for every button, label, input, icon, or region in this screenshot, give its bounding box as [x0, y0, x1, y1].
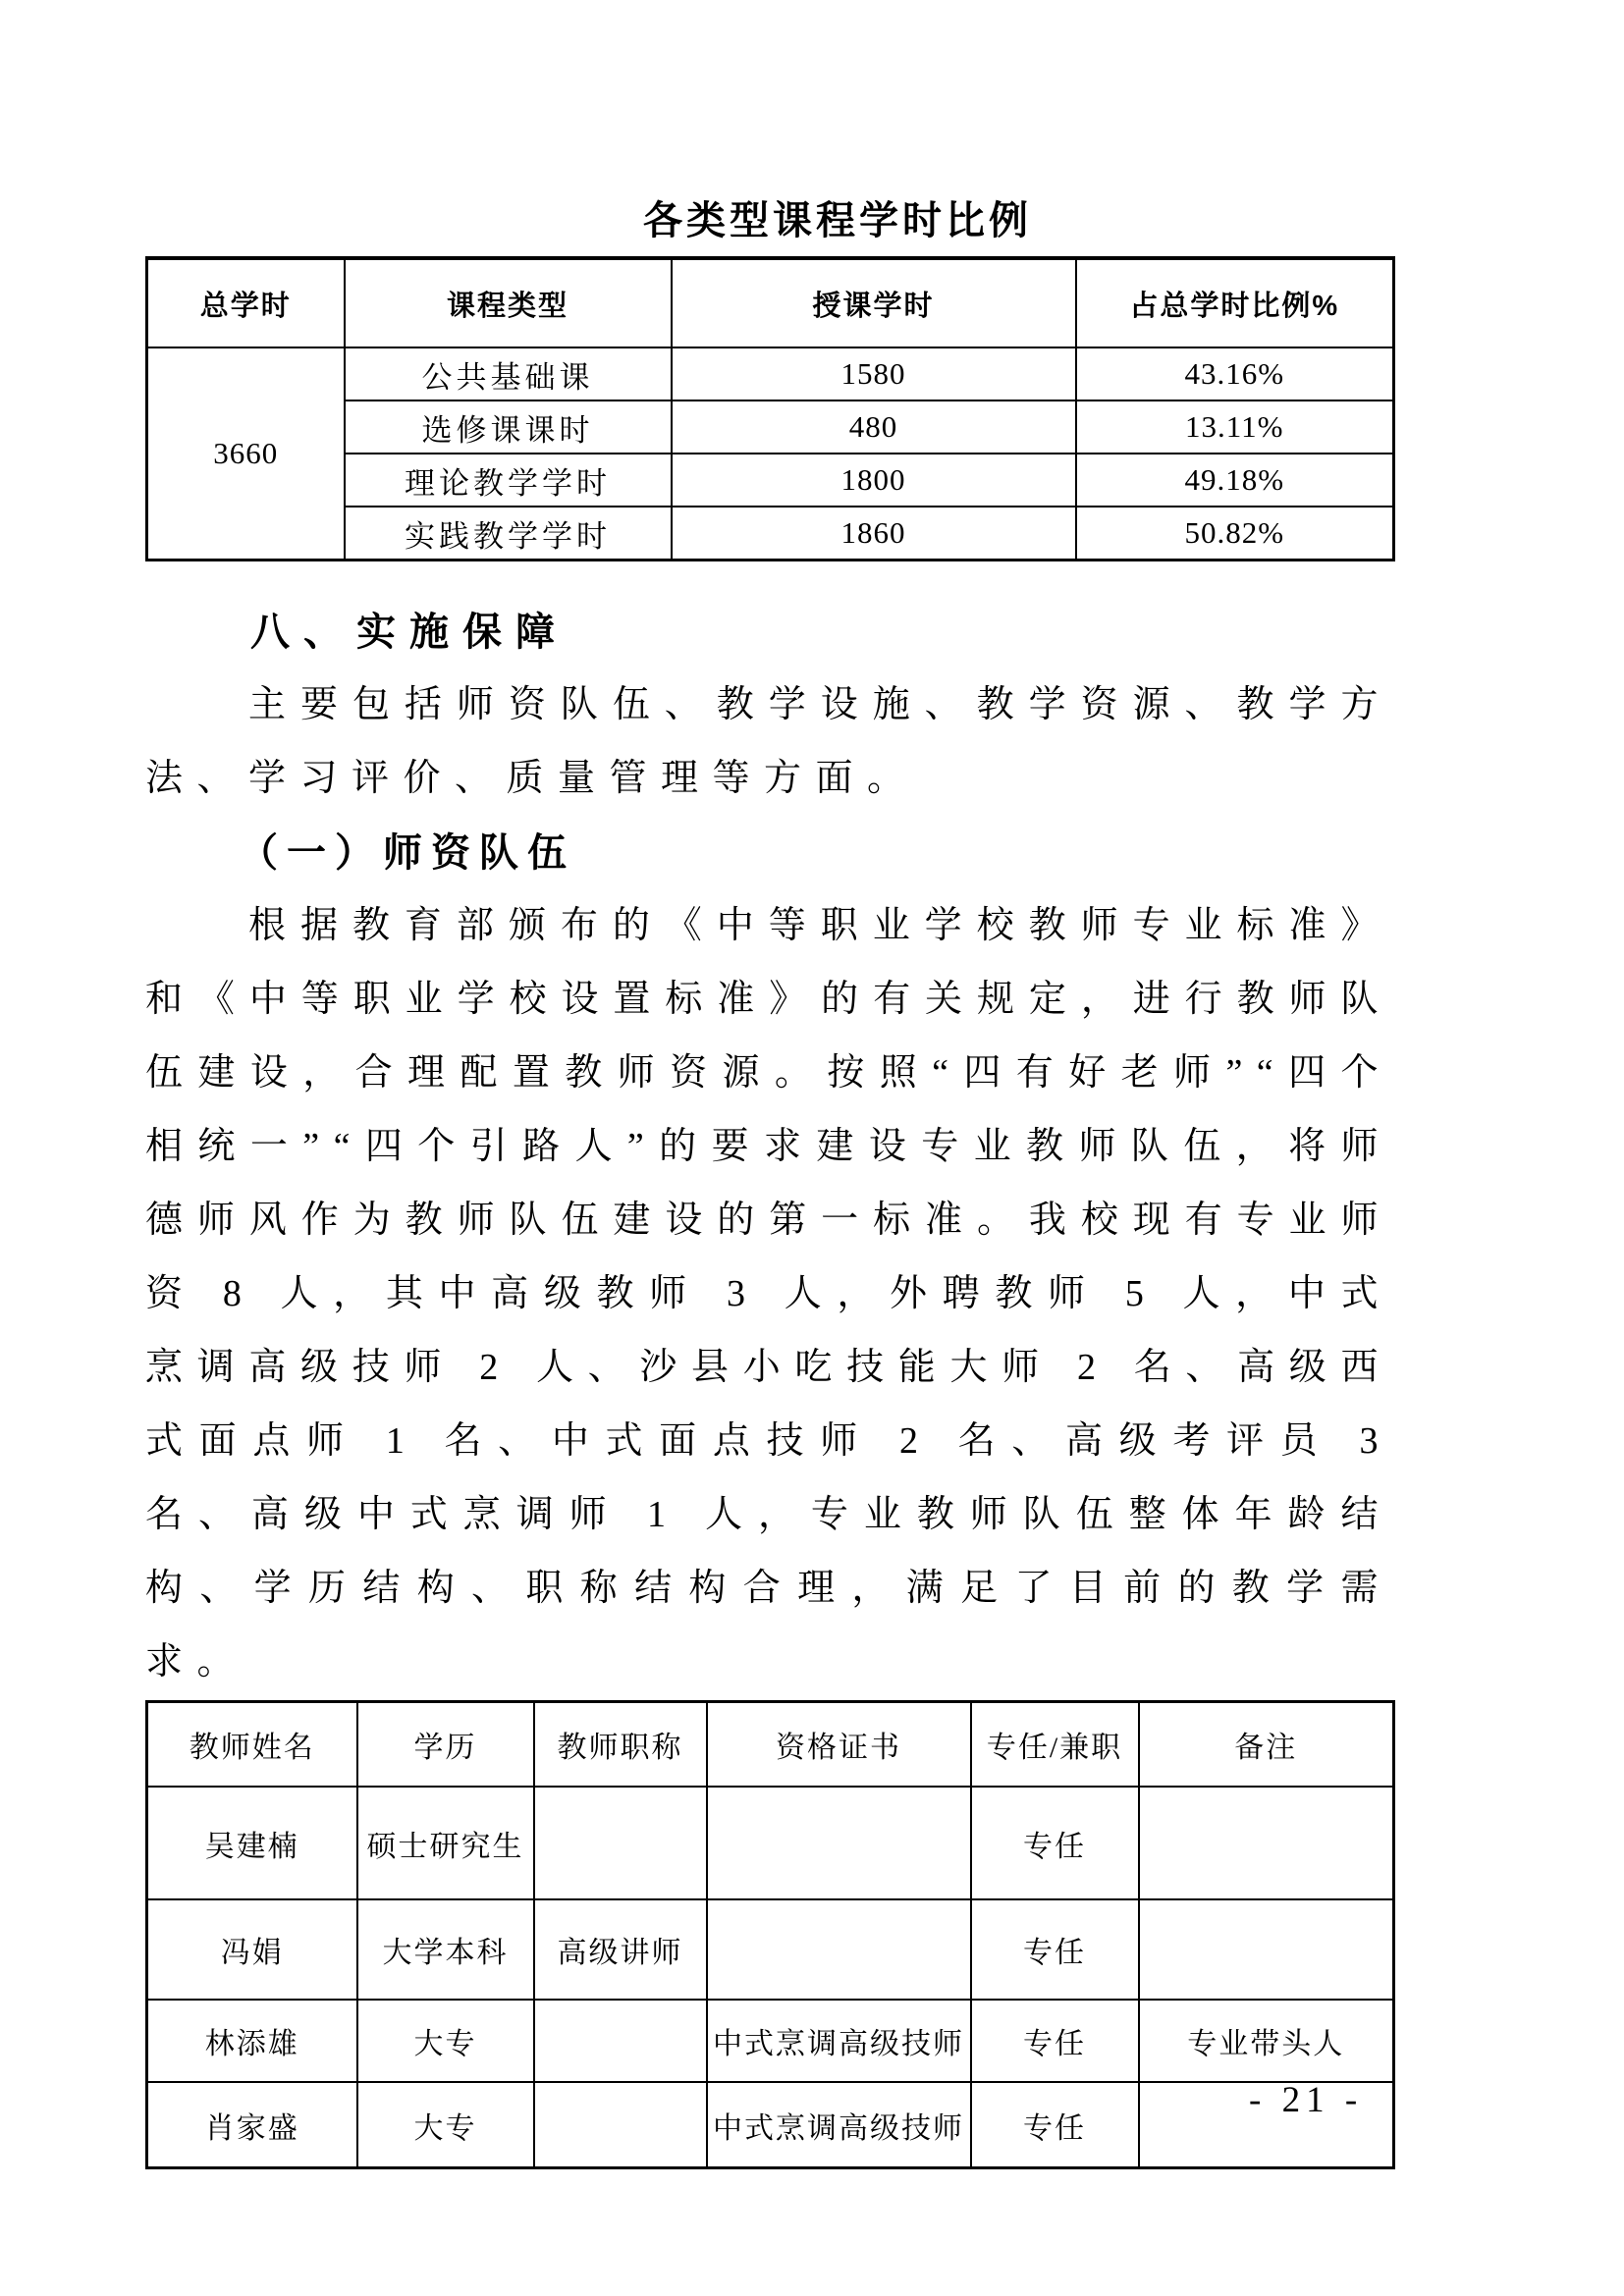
pct-cell: 49.18% — [1076, 454, 1394, 507]
col-header-education: 学历 — [357, 1702, 534, 1788]
course-type-cell: 实践教学学时 — [345, 507, 672, 561]
pct-cell: 50.82% — [1076, 507, 1394, 561]
certificate-cell — [707, 1899, 971, 2000]
fulltime-cell: 专任 — [971, 1899, 1139, 2000]
education-cell: 大专 — [357, 2082, 534, 2168]
title-cell — [534, 1787, 707, 1899]
section-intro-paragraph: 主要包括师资队伍、教学设施、教学资源、教学方法、学习评价、质量管理等方面。 — [145, 684, 1392, 799]
section-heading: 八、实施保障 — [250, 610, 568, 654]
col-header-percentage: 占总学时比例% — [1076, 258, 1394, 347]
faculty-body-paragraph: 根据教育部颁布的《中等职业学校教师专业标准》和《中等职业学校设置标准》的有关规定，进行教师队伍建设，合理配置教师资源。按照“四有好老师”“四个相统一”“四个引路人”的要求建设专业教师队伍，将师德师风作为教师队伍建设的第一标准。我校现有专业师资 8 人，其中高级教师 3 人，外聘教师 5 人，中式烹调高级技师 2 人、沙县小吃技能大师 2 名、高级西式面点师 1 名、中式面点技师 2 名、高级考评员 3 名、高级中式烹调师 1 人，专业教师队伍整体年龄结构、学历结构、职称结构合理，满足了目前的教学需求。 — [145, 905, 1392, 1682]
fulltime-cell: 专任 — [971, 2000, 1139, 2082]
table-row — [147, 347, 1394, 400]
education-cell: 硕士研究生 — [357, 1787, 534, 1899]
certificate-cell: 中式烹调高级技师 — [707, 2000, 971, 2082]
hours-cell: 1580 — [672, 347, 1076, 400]
col-header-total-hours: 总学时 — [147, 258, 345, 347]
total-hours-cell: 3660 — [147, 347, 345, 561]
title-cell — [534, 2000, 707, 2082]
hours-cell: 1860 — [672, 507, 1076, 561]
col-header-fulltime: 专任/兼职 — [971, 1702, 1139, 1788]
col-header-teach-hours: 授课学时 — [672, 258, 1076, 347]
page-number: - 21 - — [1249, 2080, 1364, 2120]
certificate-cell: 中式烹调高级技师 — [707, 2082, 971, 2168]
teacher-name-cell: 吴建楠 — [147, 1787, 357, 1899]
page-content — [145, 0, 1392, 2169]
col-header-certificate: 资格证书 — [707, 1702, 971, 1788]
education-cell: 大学本科 — [357, 1899, 534, 2000]
pct-cell: 43.16% — [1076, 347, 1394, 400]
fulltime-cell: 专任 — [971, 2082, 1139, 2168]
certificate-cell — [707, 1787, 971, 1899]
table-header-row — [147, 258, 1394, 347]
col-header-remark: 备注 — [1139, 1702, 1394, 1788]
title-cell — [534, 2082, 707, 2168]
teacher-table-header-row — [147, 1702, 1394, 1788]
hours-cell: 1800 — [672, 454, 1076, 507]
table-row — [147, 1787, 1394, 1899]
subsection-heading: （一）师资队伍 — [239, 830, 575, 875]
col-header-teacher-name: 教师姓名 — [147, 1702, 357, 1788]
teacher-name-cell: 林添雄 — [147, 2000, 357, 2082]
col-header-title: 教师职称 — [534, 1702, 707, 1788]
title-cell: 高级讲师 — [534, 1899, 707, 2000]
course-hours-table — [145, 256, 1395, 561]
teacher-name-cell: 冯娟 — [147, 1899, 357, 2000]
remark-cell: 专业带头人 — [1139, 2000, 1394, 2082]
hours-cell: 480 — [672, 400, 1076, 454]
col-header-course-type: 课程类型 — [345, 258, 672, 347]
education-cell: 大专 — [357, 2000, 534, 2082]
course-type-cell: 理论教学学时 — [345, 454, 672, 507]
course-type-cell: 公共基础课 — [345, 347, 672, 400]
course-type-cell: 选修课课时 — [345, 400, 672, 454]
table-row — [147, 2082, 1394, 2168]
pct-cell: 13.11% — [1076, 400, 1394, 454]
fulltime-cell: 专任 — [971, 1787, 1139, 1899]
table-title: 各类型课程学时比例 — [643, 198, 1032, 242]
table-row — [147, 2000, 1394, 2082]
teacher-name-cell: 肖家盛 — [147, 2082, 357, 2168]
teacher-table — [145, 1700, 1395, 2169]
remark-cell — [1139, 1787, 1394, 1899]
table-row — [147, 1899, 1394, 2000]
remark-cell — [1139, 1899, 1394, 2000]
